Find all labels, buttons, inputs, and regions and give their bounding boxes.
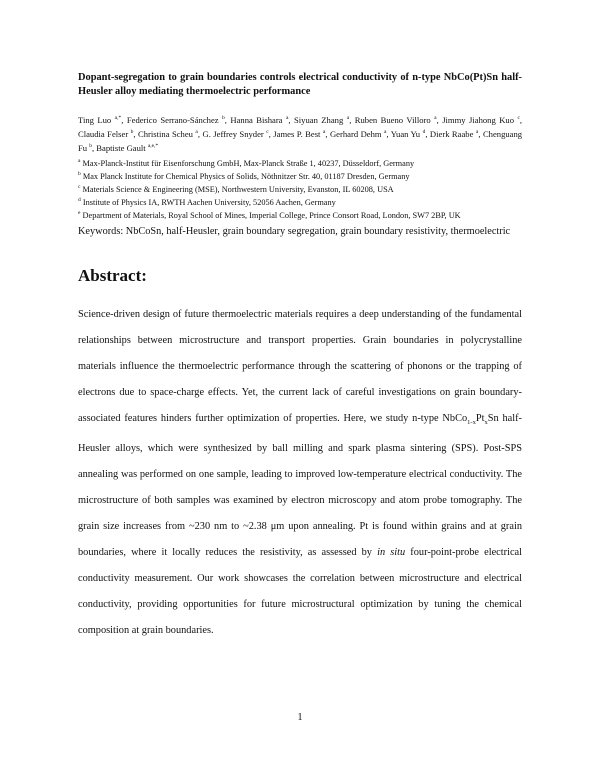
author-affiliation-mark: a	[285, 115, 289, 121]
affiliation-text: Department of Materials, Royal School of Mines, Imperial College, Prince Consort Road, London, SW7 2BP, UK	[82, 211, 461, 221]
author-affiliation-mark: c	[266, 129, 269, 136]
author-name: Siyuan Zhang	[294, 114, 344, 125]
author-affiliation-mark: c	[517, 115, 520, 121]
abstract-body	[78, 302, 522, 644]
affiliation-text: Materials Science & Engineering (MSE), Northwestern University, Evanston, IL 60208, USA	[82, 184, 394, 194]
author	[355, 115, 437, 125]
author-name: Hanna Bishara	[230, 114, 283, 125]
author	[78, 129, 133, 139]
author-affiliation-mark: a	[322, 129, 326, 136]
affiliation-text: Max-Planck-Institut für Eisenforschung GmbH, Max-Planck Straße 1, 40237, Düsseldorf, Germany	[82, 158, 415, 168]
affiliation	[78, 208, 522, 221]
abstract-text: Sn half-Heusler alloys, which were synthesized by ball milling and spark plasma sintering (SPS). Post-SPS annealing was performed on one sample, leading to improved low-temperature electrical conductivity. The microstructure of both samples was examined by electron microscopy and atom probe tomography. The grain size increases from ~230 nm to ~2.38 μm upon annealing. Pt is found within grains and at grain boundaries, where it locally reduces the resistivity, as assessed by	[78, 413, 523, 559]
author	[330, 129, 387, 139]
author-name: G. Jeffrey Snyder	[202, 128, 264, 139]
affiliation	[78, 195, 522, 208]
paper-title: Dopant-segregation to grain boundaries controls electrical conductivity of n-type NbCo(Pt)Sn half-Heusler alloy mediating thermoelectric performance	[78, 72, 522, 97]
abstract-italic-text: in situ	[377, 547, 406, 559]
author	[96, 143, 158, 153]
affiliation-key: b	[78, 171, 81, 178]
author-affiliation-mark: a	[434, 115, 437, 121]
author	[138, 129, 198, 139]
author-affiliation-mark: a,*	[114, 115, 122, 121]
affiliation-text: Institute of Physics IA, RWTH Aachen University, 52056 Aachen, Germany	[82, 197, 336, 207]
formula-subscript: x	[484, 419, 488, 427]
affiliation	[78, 182, 522, 195]
author	[202, 129, 268, 139]
affiliation-list	[78, 156, 522, 221]
author-affiliation-mark: a	[384, 129, 387, 136]
author-name: Federico Serrano-Sánchez	[126, 114, 219, 125]
author-affiliation-mark: b	[89, 143, 92, 150]
author-name: Ruben Bueno Villoro	[354, 114, 431, 125]
author-name: James P. Best	[273, 128, 321, 139]
author-affiliation-mark: a	[475, 129, 479, 136]
author-name: Claudia Felser	[78, 128, 129, 139]
keywords: Keywords: NbCoSn, half-Heusler, grain boundary segregation, grain boundary resistivity, thermoelectric	[78, 226, 511, 237]
author-name: Gerhard Dehm	[329, 128, 382, 139]
abstract-heading: Abstract:	[78, 266, 147, 285]
affiliation	[78, 169, 522, 182]
author-name: Christina Scheu	[138, 128, 193, 139]
affiliation-text: Max Planck Institute for Chemical Physics of Solids, Nöthnitzer Str. 40, 01187 Dresden, Germany	[82, 171, 410, 181]
author	[442, 115, 520, 125]
page-number: 1	[297, 712, 303, 723]
author-name: Chenguang Fu	[78, 128, 523, 153]
abstract-text: Pt	[475, 413, 485, 424]
author-affiliation-mark: b	[130, 129, 134, 136]
author-affiliation-mark: a	[195, 129, 198, 136]
author-name: Baptiste Gault	[96, 142, 146, 153]
author-affiliation-mark: b	[222, 115, 225, 121]
author-affiliation-mark: a,e,*	[147, 143, 159, 150]
author-affiliation-mark: a	[346, 115, 350, 121]
author	[391, 129, 426, 139]
author-name: Jimmy Jiahong Kuo	[442, 114, 514, 125]
author	[273, 129, 325, 139]
author-name: Dierk Raabe	[429, 128, 474, 139]
author	[294, 115, 349, 125]
formula-subscript: 1-x	[467, 419, 476, 427]
author	[127, 115, 225, 125]
author-name: Yuan Yu	[390, 128, 421, 139]
abstract-text: four-point-probe electrical conductivity measurement. Our work showcases the correlation between microstructure and electrical conductivity, providing opportunities for future microstructural optimization by tuning the chemical composition at grain boundaries.	[78, 547, 523, 637]
affiliation-key: d	[78, 197, 81, 204]
author-name: Ting Luo	[78, 114, 112, 125]
author	[430, 129, 478, 139]
abstract-text: Science-driven design of future thermoelectric materials requires a deep understanding of the fundamental relationships between microstructure and transport properties. Grain boundaries in polycrystalline materials influence the thermoelectric performance through the scattering of phonons or the trapping of electrons due to space-charge effects. Yet, the current lack of careful investigations on grain boundary-associated features hinders further optimization of properties. Here, we study n-type NbCo	[78, 309, 522, 424]
author	[78, 115, 121, 125]
author-affiliation-mark: d	[422, 129, 426, 136]
author-list: Ting Luo $^{a,*}$, Federico Serrano-Sánchez $^b$, Hanna Bishara $^a$, Siyuan Zhang $^a$, Ruben Bueno Villoro $^a$, Jimmy Jiahong Kuo $^c$, Claudia Felser $^b$, Christina Scheu $^a$, G. Jeffrey Snyder $^c$, James P. Best $^a$, Gerhard Dehm $^a$, Yuan Yu $^d$, Dierk Raabe $^a$, Chenguang Fu $^b$, Baptiste Gault $^{a,e,*}$	[78, 114, 523, 153]
affiliation-key: e	[78, 210, 81, 217]
affiliation	[78, 156, 522, 169]
author	[230, 115, 288, 125]
affiliation-key: c	[78, 184, 81, 191]
affiliation-key: a	[78, 158, 81, 164]
